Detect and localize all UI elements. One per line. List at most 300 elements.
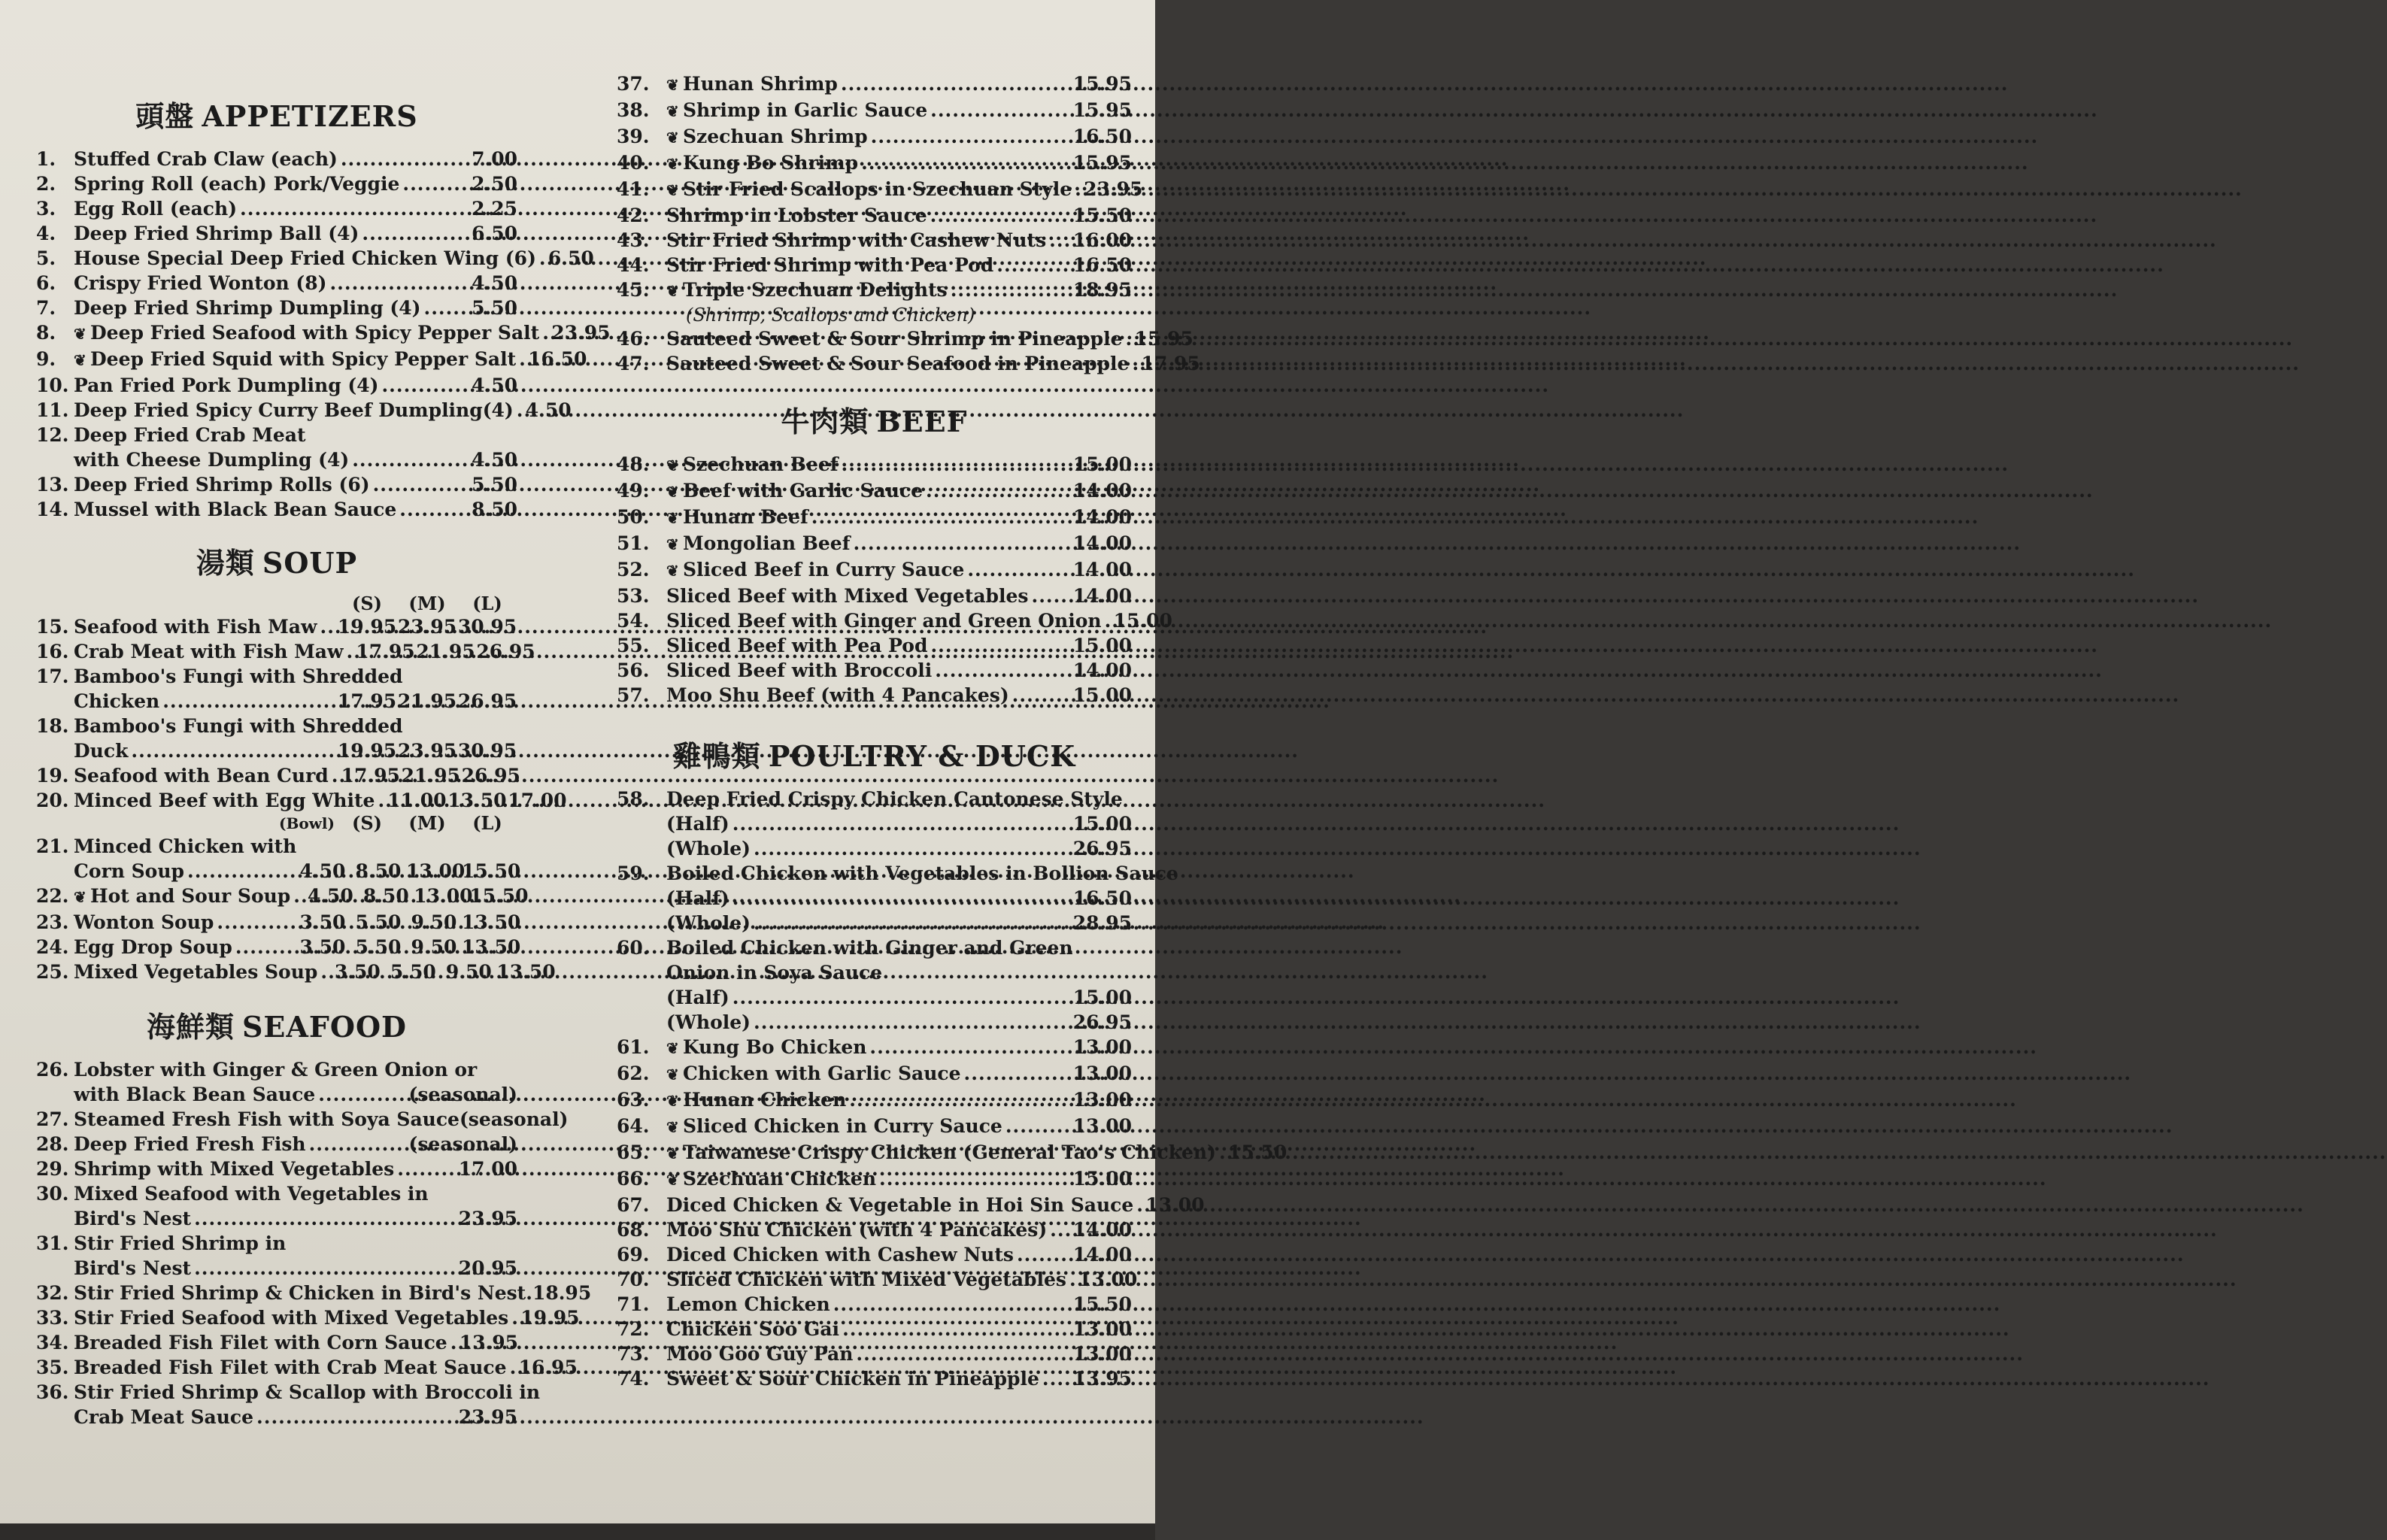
item-name <box>666 1035 866 1061</box>
item-name <box>666 531 850 557</box>
item-name <box>666 658 932 683</box>
dot-leader <box>131 738 334 763</box>
item-price: 26.95 <box>1072 838 1132 859</box>
item-name-text: Sliced Chicken with Mixed Vegetables <box>666 1269 1066 1290</box>
dot-leader <box>754 1010 1070 1035</box>
dot-leader <box>1050 1217 1070 1242</box>
item-name <box>74 221 359 246</box>
item-name <box>666 452 839 478</box>
menu-item <box>617 203 1132 228</box>
item-name-text: Lobster with Ginger & Green Onion or <box>74 1059 478 1081</box>
item-number: 13. <box>36 474 69 496</box>
item-price: 13.00 <box>1072 1343 1132 1365</box>
dot-leader <box>811 505 1070 529</box>
item-price: 23.95 <box>458 1208 517 1229</box>
item-name <box>74 1281 532 1305</box>
soup-item <box>36 614 517 639</box>
item-number: 5. <box>36 247 56 269</box>
item-price: 15.00 <box>1072 635 1132 656</box>
item-number: 23. <box>36 911 69 933</box>
item-name <box>666 478 923 505</box>
spicy-pepper-icon: ❦ <box>666 535 679 553</box>
item-price: 6.50 <box>547 247 594 269</box>
menu-item <box>36 398 572 423</box>
item-number: 40. <box>617 152 650 174</box>
dot-leader <box>732 811 1070 836</box>
item-name-text: Moo Shu Beef (with 4 Pancakes) <box>666 684 1009 706</box>
item-number: 14. <box>36 499 69 520</box>
dot-leader <box>309 1132 406 1157</box>
item-name-text: Deep Fried Squid with Spicy Pepper Salt <box>90 348 517 370</box>
menu-item <box>617 351 1200 376</box>
portion-row <box>617 886 1132 911</box>
item-name-text: Crab Meat with Fish Maw <box>74 641 344 662</box>
item-name <box>74 1132 306 1157</box>
item-name-text: Sliced Chicken in Curry Sauce <box>683 1115 1002 1137</box>
item-price: 5.50 <box>472 297 517 319</box>
item-name <box>666 1061 961 1087</box>
item-name-text: Diced Chicken with Cashew Nuts <box>666 1244 1014 1266</box>
item-number: 54. <box>617 610 650 632</box>
item-price: (seasonal) <box>459 1108 569 1130</box>
price-m: 23.95 <box>397 616 457 638</box>
dot-leader <box>853 531 1069 556</box>
item-name-text: Triple Szechuan Delights <box>683 279 948 301</box>
dot-leader <box>352 447 469 472</box>
dot-leader <box>217 910 292 935</box>
item-price: 15.95 <box>1072 99 1132 121</box>
soup-size-header-bowl: (Bowl) (S) (M) (L) <box>279 812 502 834</box>
item-name-text: Sauteed Sweet & Sour Shrimp in Pineapple <box>666 328 1123 350</box>
dot-leader <box>402 171 469 196</box>
item-name <box>666 787 1123 811</box>
item-note: (Shrimp, Scallops and Chicken) <box>686 305 975 326</box>
portion-label: (Half) <box>666 987 729 1008</box>
price-b: 4.50 <box>307 885 353 907</box>
item-price: 14.00 <box>1072 585 1132 607</box>
menu-item <box>617 326 1194 351</box>
dot-leader <box>879 1166 1070 1191</box>
item-name-text: Chicken with Garlic Sauce <box>683 1063 961 1084</box>
portion-row <box>617 911 1132 935</box>
spicy-pepper-icon: ❦ <box>666 509 679 527</box>
item-number: 36. <box>36 1381 69 1403</box>
item-name: Bamboo's Fungi with Shredded <box>74 715 403 737</box>
dot-leader <box>926 478 1070 503</box>
portion-row <box>617 811 1132 836</box>
item-name-text: House Special Deep Fried Chicken Wing (6) <box>74 247 536 269</box>
dot-leader <box>841 71 1070 96</box>
item-name <box>74 689 159 714</box>
dot-leader <box>332 763 338 788</box>
item-price: 23.95 <box>1084 178 1143 200</box>
menu-item <box>617 1217 1132 1242</box>
item-name <box>74 859 184 884</box>
item-name <box>74 1181 429 1206</box>
item-price: 18.95 <box>532 1282 592 1304</box>
item-number: 12. <box>36 424 69 446</box>
item-number: 70. <box>617 1269 650 1290</box>
item-number: 59. <box>617 862 650 884</box>
item-number: 21. <box>36 835 69 857</box>
item-price: 19.95 <box>520 1307 580 1329</box>
dot-leader <box>318 1082 405 1107</box>
item-name: Bamboo's Fungi with Shredded <box>74 665 403 687</box>
item-name <box>666 351 1129 376</box>
item-price: 26.95 <box>1072 1011 1132 1033</box>
item-name-text: Mongolian Beef <box>683 532 851 554</box>
dot-leader <box>732 985 1070 1010</box>
item-name-text: Sauteed Sweet & Sour Seafood in Pineapple <box>666 353 1130 374</box>
menu-item <box>617 71 1132 98</box>
item-name <box>74 147 338 171</box>
seafood-list <box>36 1057 592 1429</box>
item-name-text: Deep Fried Crab Meat <box>74 424 306 446</box>
item-name <box>666 1087 846 1114</box>
item-price: 13.00 <box>1145 1194 1205 1216</box>
item-number: 1. <box>36 148 56 170</box>
item-name-text: Deep Fried Fresh Fish <box>74 1133 306 1155</box>
item-number: 65. <box>617 1141 650 1163</box>
item-name <box>666 584 1028 608</box>
menu-item <box>36 1231 517 1256</box>
item-name <box>74 1157 394 1181</box>
item-name <box>74 472 370 497</box>
item-name-text: Deep Fried Shrimp Dumpling (4) <box>74 297 421 319</box>
item-price: 15.95 <box>1072 73 1132 95</box>
item-name <box>666 124 868 150</box>
item-name-text: Boiled Chicken with Vegetables in Bollion Sauce <box>666 862 1178 884</box>
price-s: 17.95 <box>356 641 415 662</box>
item-price: (seasonal) <box>408 1084 517 1105</box>
item-number: 74. <box>617 1368 650 1390</box>
soup-list <box>36 614 567 813</box>
item-name <box>74 1206 191 1231</box>
item-name-text: Spring Roll (each) Pork/Veggie <box>74 173 400 195</box>
item-name <box>666 557 964 584</box>
item-number: 44. <box>617 254 650 276</box>
item-name <box>74 398 514 423</box>
menu-item <box>617 1242 1132 1267</box>
item-number: 71. <box>617 1293 650 1315</box>
item-price: 16.95 <box>518 1357 578 1378</box>
item-name <box>74 1305 508 1330</box>
item-price: 15.50 <box>1072 205 1132 226</box>
item-name-text: Diced Chicken & Vegetable in Hoi Sin Sauce <box>666 1194 1134 1216</box>
item-price: 23.95 <box>551 322 611 344</box>
price-m: 21.95 <box>416 641 475 662</box>
price-s: 5.50 <box>390 961 436 983</box>
menu-item <box>36 1380 541 1405</box>
dot-leader <box>1126 326 1132 351</box>
dot-leader <box>329 271 469 296</box>
menu-item <box>617 1035 1132 1061</box>
portion-row <box>617 836 1132 861</box>
item-number: 34. <box>36 1332 69 1354</box>
portion-row <box>617 1010 1132 1035</box>
item-name <box>74 1380 540 1405</box>
item-number: 15. <box>36 616 69 638</box>
dot-leader <box>1005 1114 1070 1138</box>
soup-item <box>36 788 567 813</box>
menu-item <box>617 1087 1132 1114</box>
item-number: 50. <box>617 506 650 528</box>
dot-leader <box>869 1035 1069 1060</box>
dot-leader <box>320 959 326 984</box>
item-number: 67. <box>617 1194 650 1216</box>
item-name <box>666 1292 830 1317</box>
price-l: 15.50 <box>469 885 529 907</box>
menu-item <box>36 1355 578 1380</box>
dot-leader <box>519 347 525 371</box>
item-name <box>74 320 539 347</box>
item-name-text: Deep Fried Shrimp Rolls (6) <box>74 474 370 496</box>
item-name-text: Sliced Beef with Ginger and Green Onion <box>666 610 1102 632</box>
menu-item <box>36 171 517 196</box>
menu-item <box>617 861 1178 886</box>
item-number: 68. <box>617 1219 650 1241</box>
item-number: 28. <box>36 1133 69 1155</box>
item-name <box>666 277 948 304</box>
menu-item <box>36 320 611 347</box>
price-s: 19.95 <box>337 740 397 762</box>
menu-item <box>36 1305 580 1330</box>
item-name <box>74 1231 286 1256</box>
item-name <box>74 1107 460 1132</box>
item-price: 15.00 <box>1072 684 1132 706</box>
soup-item <box>36 714 517 738</box>
dot-leader <box>1105 608 1111 633</box>
menu-item <box>36 221 517 246</box>
spicy-pepper-icon: ❦ <box>74 351 86 369</box>
dot-leader <box>930 633 1069 658</box>
item-number: 72. <box>617 1318 650 1340</box>
menu-item <box>617 1317 1132 1341</box>
item-name <box>74 497 396 522</box>
dot-leader <box>1017 1242 1070 1267</box>
dot-leader <box>510 1355 516 1380</box>
item-price: 28.95 <box>1072 912 1132 934</box>
item-name-text: Wonton Soup <box>74 911 214 933</box>
item-number: 38. <box>617 99 650 121</box>
item-name <box>74 910 214 935</box>
dot-leader <box>833 1292 1070 1317</box>
item-name <box>666 98 927 124</box>
item-name-text: Sliced Beef with Broccoli <box>666 659 933 681</box>
item-name-text: Hunan Chicken <box>683 1089 847 1111</box>
item-name <box>74 296 420 320</box>
spicy-pepper-icon: ❦ <box>666 1092 679 1110</box>
menu-item <box>36 1181 517 1206</box>
item-name-text: Sliced Beef with Mixed Vegetables <box>666 585 1029 607</box>
menu-item <box>36 373 517 398</box>
price-m: 13.50 <box>447 790 507 811</box>
item-number: 22. <box>36 885 69 907</box>
dot-leader <box>930 203 1070 228</box>
item-name <box>74 1057 477 1082</box>
dot-leader <box>511 1305 517 1330</box>
item-number: 17. <box>36 665 69 687</box>
price-s: 19.95 <box>337 616 397 638</box>
price-m: 21.95 <box>397 690 457 712</box>
item-price: 16.50 <box>1072 887 1132 909</box>
item-name-text: Stir Fried Shrimp in <box>74 1232 287 1254</box>
dot-leader <box>194 1206 456 1231</box>
menu-item <box>617 150 1132 177</box>
item-name <box>666 608 1102 633</box>
item-number: 11. <box>36 399 69 421</box>
item-name-text: Seafood with Bean Curd <box>74 765 329 787</box>
soup-item <box>36 738 517 763</box>
item-name <box>666 1114 1002 1140</box>
item-price: 14.00 <box>1072 480 1132 502</box>
item-number: 64. <box>617 1115 650 1137</box>
menu-item <box>617 683 1132 708</box>
item-price: 2.50 <box>472 173 517 195</box>
item-number: 6. <box>36 272 56 294</box>
dot-leader <box>1219 1140 1225 1165</box>
item-name <box>74 614 317 639</box>
portion-row <box>617 985 1132 1010</box>
item-price: 14.00 <box>1072 659 1132 681</box>
dot-leader <box>935 658 1069 683</box>
menu-item <box>36 147 517 171</box>
menu-item <box>617 633 1132 658</box>
dot-leader <box>362 221 469 246</box>
item-name <box>666 253 993 277</box>
item-name <box>74 271 326 296</box>
item-number: 32. <box>36 1282 69 1304</box>
item-name <box>74 447 349 472</box>
price-s: 8.50 <box>355 860 402 882</box>
menu-item <box>617 1267 1138 1292</box>
seafood-title: 海鮮類 SEAFOOD <box>146 1010 408 1044</box>
spicy-pepper-icon: ❦ <box>666 1039 679 1057</box>
soup-item <box>36 884 529 910</box>
dot-leader <box>517 398 523 423</box>
price-l: 13.50 <box>496 961 556 983</box>
menu-item <box>617 608 1172 633</box>
item-number: 10. <box>36 374 69 396</box>
item-number: 56. <box>617 659 650 681</box>
dot-leader <box>951 277 1070 302</box>
item-name <box>666 1366 1039 1391</box>
item-name-text: Stir Fried Shrimp & Scallop with Broccoli in <box>74 1381 541 1403</box>
menu-item <box>617 1341 1132 1366</box>
soup-item <box>36 689 517 714</box>
item-number: 47. <box>617 353 650 374</box>
soup-item <box>36 664 517 689</box>
menu-item <box>617 124 1132 150</box>
spicy-pepper-icon: ❦ <box>74 325 86 343</box>
price-s: 17.95 <box>341 765 400 787</box>
dot-leader <box>1075 177 1081 202</box>
dot-leader <box>341 147 469 171</box>
price-s: 17.95 <box>337 690 397 712</box>
item-name-text: Duck <box>74 740 129 762</box>
dot-leader <box>240 196 469 221</box>
dot-leader <box>1136 1193 1142 1217</box>
item-name-text: Deep Fried Seafood with Spicy Pepper Salt <box>90 322 540 344</box>
dot-leader <box>861 150 1070 175</box>
item-name <box>74 639 344 664</box>
item-name-text: Shrimp in Garlic Sauce <box>683 99 928 121</box>
item-number: 9. <box>36 348 56 370</box>
price-s: 11.00 <box>387 790 447 811</box>
item-name <box>666 150 858 177</box>
item-price: 13.95 <box>459 1332 519 1354</box>
item-number: 3. <box>36 198 56 220</box>
item-name-text: Steamed Fresh Fish with Soya Sauce <box>74 1108 460 1130</box>
dot-leader <box>1031 584 1069 608</box>
item-price: 18.95 <box>1072 279 1132 301</box>
menu-item <box>617 531 1132 557</box>
item-price: 20.95 <box>458 1257 517 1279</box>
item-price: 13.00 <box>1072 1089 1132 1111</box>
item-name-text: Deep Fried Shrimp Ball (4) <box>74 223 359 244</box>
menu-item <box>617 253 1132 277</box>
item-number: 29. <box>36 1158 69 1180</box>
item-name-text: Mussel with Black Bean Sauce <box>74 499 397 520</box>
item-price: 13.00 <box>1072 1318 1132 1340</box>
spicy-pepper-icon: ❦ <box>666 456 679 474</box>
spicy-pepper-icon: ❦ <box>666 76 679 94</box>
price-l: 13.50 <box>462 936 521 958</box>
dot-leader <box>320 614 335 639</box>
item-name <box>666 326 1123 351</box>
price-m: 21.95 <box>401 765 460 787</box>
menu-item <box>36 1107 569 1132</box>
menu-item <box>36 1256 517 1281</box>
menu-item <box>36 196 517 221</box>
item-price: 13.00 <box>1072 1063 1132 1084</box>
price-m: 9.50 <box>445 961 492 983</box>
item-price: 17.00 <box>458 1158 517 1180</box>
item-number: 35. <box>36 1357 69 1378</box>
portion-label: (Half) <box>666 887 729 909</box>
item-price: 4.50 <box>472 272 517 294</box>
item-name-text: Shrimp with Mixed Vegetables <box>74 1158 395 1180</box>
item-name <box>666 861 1178 886</box>
item-name <box>74 935 232 959</box>
item-name-text: Chicken <box>74 690 160 712</box>
spicy-pepper-icon: ❦ <box>666 129 679 147</box>
menu-item <box>36 1157 517 1181</box>
item-name-text: Egg Drop Soup <box>74 936 232 958</box>
dot-leader <box>235 935 292 959</box>
menu-item <box>617 452 1132 478</box>
item-name-text: Stir Fried Shrimp with Pea Pod <box>666 254 994 276</box>
dot-leader <box>423 296 469 320</box>
item-name <box>74 763 329 788</box>
item-name-text: Crab Meat Sauce <box>74 1406 254 1428</box>
spicy-pepper-icon: ❦ <box>666 181 679 199</box>
menu-item <box>617 1292 1132 1317</box>
dot-leader <box>347 639 353 664</box>
appetizers-list <box>36 147 611 522</box>
soup-item <box>36 834 517 859</box>
item-number: 53. <box>617 585 650 607</box>
item-name <box>666 203 927 228</box>
item-name-text: Szechuan Beef <box>683 453 839 475</box>
item-name <box>666 683 1009 708</box>
menu-item <box>617 98 1132 124</box>
item-price: 15.50 <box>1227 1141 1288 1163</box>
dot-leader <box>399 497 469 522</box>
item-name-text: Sweet & Sour Chicken in Pineapple <box>666 1368 1039 1390</box>
price-l: 26.95 <box>461 765 520 787</box>
item-number: 73. <box>617 1343 650 1365</box>
